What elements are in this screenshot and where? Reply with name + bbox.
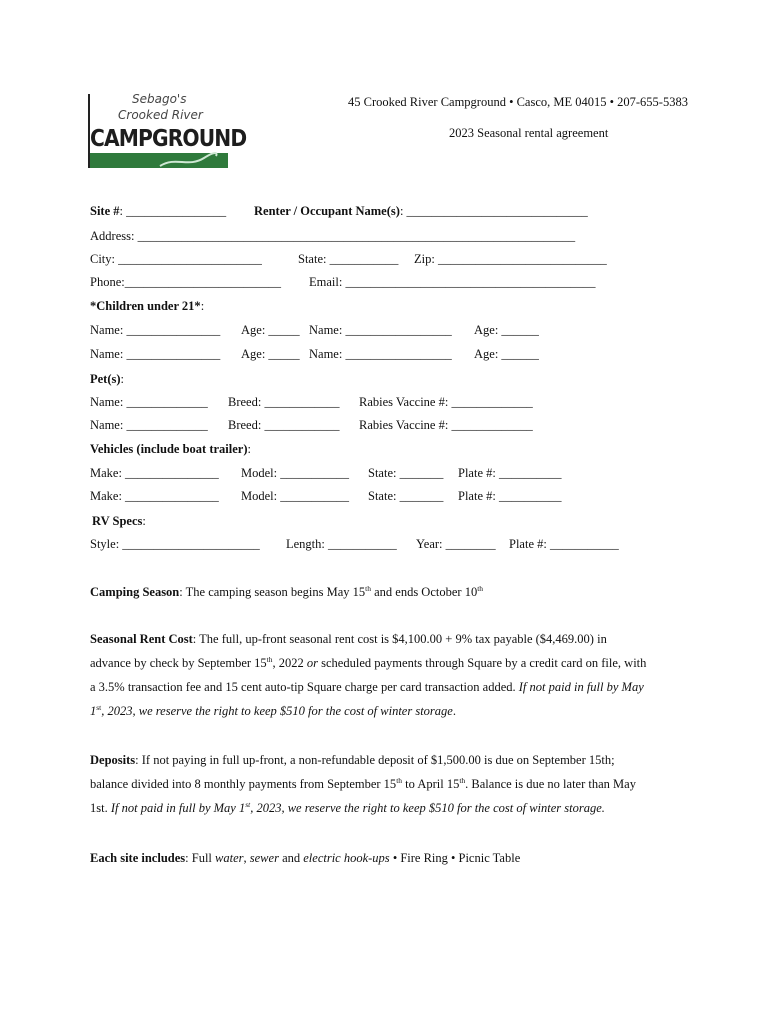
vehicles-colon: :: [247, 442, 251, 456]
deposits-line-2: [90, 776, 636, 792]
site-label: Site #: [90, 204, 120, 218]
email-field[interactable]: Email: ________________________________________: [309, 275, 596, 289]
children-heading: [90, 298, 204, 314]
includes-comma: ,: [243, 851, 250, 865]
pet-1-rabies-field[interactable]: Rabies Vaccine #: _____________: [359, 395, 533, 409]
rv-style-field[interactable]: Style: ______________________: [90, 537, 260, 551]
includes-rest: • Fire Ring • Picnic Table: [389, 851, 521, 865]
includes-label: Each site includes: [90, 851, 186, 865]
rv-label: RV Specs: [92, 514, 143, 528]
includes-electric: electric hook-ups: [303, 851, 390, 865]
child-3-age-field[interactable]: Age: _____: [241, 347, 300, 361]
includes-water: water: [215, 851, 244, 865]
rent-line-1: [90, 631, 607, 647]
deposits-text-3i2: , 2023, we reserve the right to keep $510 for the cost of winter storage.: [250, 801, 605, 815]
children-colon: :: [200, 299, 205, 313]
rent-sup-4: st: [96, 703, 102, 712]
deposits-sup-3: st: [245, 800, 251, 809]
city-field[interactable]: City: _______________________: [90, 252, 262, 266]
deposits-line-1: [90, 752, 615, 768]
rent-text-2c: scheduled payments through Square by a credit card on file, with: [318, 656, 647, 670]
child-1-age-field[interactable]: Age: _____: [241, 323, 300, 337]
child-2-age-field[interactable]: Age: ______: [474, 323, 539, 337]
vehicle-1-make-field[interactable]: Make: _______________: [90, 466, 219, 480]
vehicle-2-plate-field[interactable]: Plate #: __________: [458, 489, 562, 503]
rent-text-4a: 1: [90, 704, 97, 718]
pets-colon: :: [120, 372, 125, 386]
header-subtitle: 2023 Seasonal rental agreement: [449, 126, 609, 140]
camping-season-paragraph: [90, 584, 483, 600]
rent-sup-2: th: [266, 655, 273, 664]
zip-field[interactable]: Zip: ___________________________: [414, 252, 607, 266]
deposits-text-2b: to April 15: [402, 777, 460, 791]
season-text-2: and ends October 10: [370, 585, 478, 599]
deposits-text-3i1: If not paid in full by May 1: [110, 801, 246, 815]
site-field[interactable]: : ________________: [119, 204, 227, 218]
state-field[interactable]: State: ___________: [298, 252, 399, 266]
vehicles-label: Vehicles (include boat trailer): [90, 442, 248, 456]
deposits-sup-2a: th: [396, 776, 403, 785]
rent-line-2: [90, 655, 646, 671]
rv-heading: [92, 513, 146, 529]
children-label: *Children under 21*: [90, 299, 201, 313]
includes-paragraph: [90, 850, 520, 866]
header-address: 45 Crooked River Campground • Casco, ME 04015 • 207-655-5383: [348, 95, 688, 109]
child-4-age-field[interactable]: Age: ______: [474, 347, 539, 361]
rent-text-4b: , 2023, we reserve the right to keep $510 for the cost of winter storage: [101, 704, 453, 718]
includes-sewer: sewer: [249, 851, 279, 865]
river-icon: [158, 152, 218, 170]
deposits-label: Deposits: [90, 753, 136, 767]
pet-1-breed-field[interactable]: Breed: ____________: [228, 395, 340, 409]
renter-row: [254, 203, 588, 219]
vehicle-1-plate-field[interactable]: Plate #: __________: [458, 466, 562, 480]
rent-text-4c: .: [452, 704, 456, 718]
site-row: [90, 203, 226, 219]
rent-or: or: [306, 656, 319, 670]
deposits-text-1: : If not paying in full up-front, a non-refundable deposit of $1,500.00 is due on September 15th;: [135, 753, 615, 767]
pet-2-breed-field[interactable]: Breed: ____________: [228, 418, 340, 432]
vehicle-2-state-field[interactable]: State: _______: [368, 489, 444, 503]
rent-label: Seasonal Rent Cost: [90, 632, 193, 646]
rent-text-1: : The full, up-front seasonal rent cost is $4,100.00 + 9% tax payable ($4,469.00) in: [192, 632, 607, 646]
pets-label: Pet(s): [90, 372, 121, 386]
pet-2-name-field[interactable]: Name: _____________: [90, 418, 208, 432]
pet-2-rabies-field[interactable]: Rabies Vaccine #: _____________: [359, 418, 533, 432]
rent-line-3: [90, 679, 644, 695]
vehicle-2-model-field[interactable]: Model: ___________: [241, 489, 349, 503]
child-1-name-field[interactable]: Name: _______________: [90, 323, 221, 337]
rv-year-field[interactable]: Year: ________: [416, 537, 496, 551]
logo-line-3: CAMPGROUND: [90, 126, 247, 152]
logo-line-2: Crooked River: [118, 108, 203, 122]
address-field[interactable]: Address: ______________________________________________________________________: [90, 229, 576, 243]
renter-label: Renter / Occupant Name(s): [254, 204, 400, 218]
rent-text-2b: , 2022: [272, 656, 307, 670]
vehicle-2-make-field[interactable]: Make: _______________: [90, 489, 219, 503]
season-sup-1: th: [365, 584, 371, 593]
child-3-name-field[interactable]: Name: _______________: [90, 347, 221, 361]
rent-text-3a: a 3.5% transaction fee and 15 cent auto-tip Square charge per card transaction added.: [90, 680, 519, 694]
season-text-1: : The camping season begins May 15: [179, 585, 366, 599]
rv-colon: :: [142, 514, 146, 528]
includes-and: and: [278, 851, 304, 865]
vehicles-heading: [90, 441, 251, 457]
renter-field[interactable]: : _____________________________: [399, 204, 588, 218]
pets-heading: [90, 371, 124, 387]
rent-text-2a: advance by check by September 15: [90, 656, 267, 670]
deposits-line-3: [90, 800, 605, 816]
deposits-text-2a: balance divided into 8 monthly payments from September 15: [90, 777, 397, 791]
campground-logo: [88, 92, 247, 170]
deposits-text-2c: . Balance is due no later than May: [465, 777, 636, 791]
camping-season-label: Camping Season: [90, 585, 180, 599]
pet-1-name-field[interactable]: Name: _____________: [90, 395, 208, 409]
vehicle-1-model-field[interactable]: Model: ___________: [241, 466, 349, 480]
logo-line-1: Sebago's: [132, 92, 187, 106]
rv-length-field[interactable]: Length: ___________: [286, 537, 397, 551]
deposits-sup-2b: th: [459, 776, 466, 785]
rent-line-4: [90, 703, 456, 719]
phone-field[interactable]: Phone:_________________________: [90, 275, 281, 289]
includes-text-a: : Full: [185, 851, 216, 865]
deposits-text-3a: 1st.: [90, 801, 111, 815]
season-sup-2: th: [477, 584, 484, 593]
child-2-name-field[interactable]: Name: _________________: [309, 323, 452, 337]
child-4-name-field[interactable]: Name: _________________: [309, 347, 452, 361]
rent-text-3i: If not paid in full by May: [518, 680, 644, 694]
rv-plate-field[interactable]: Plate #: ___________: [509, 537, 619, 551]
vehicle-1-state-field[interactable]: State: _______: [368, 466, 444, 480]
